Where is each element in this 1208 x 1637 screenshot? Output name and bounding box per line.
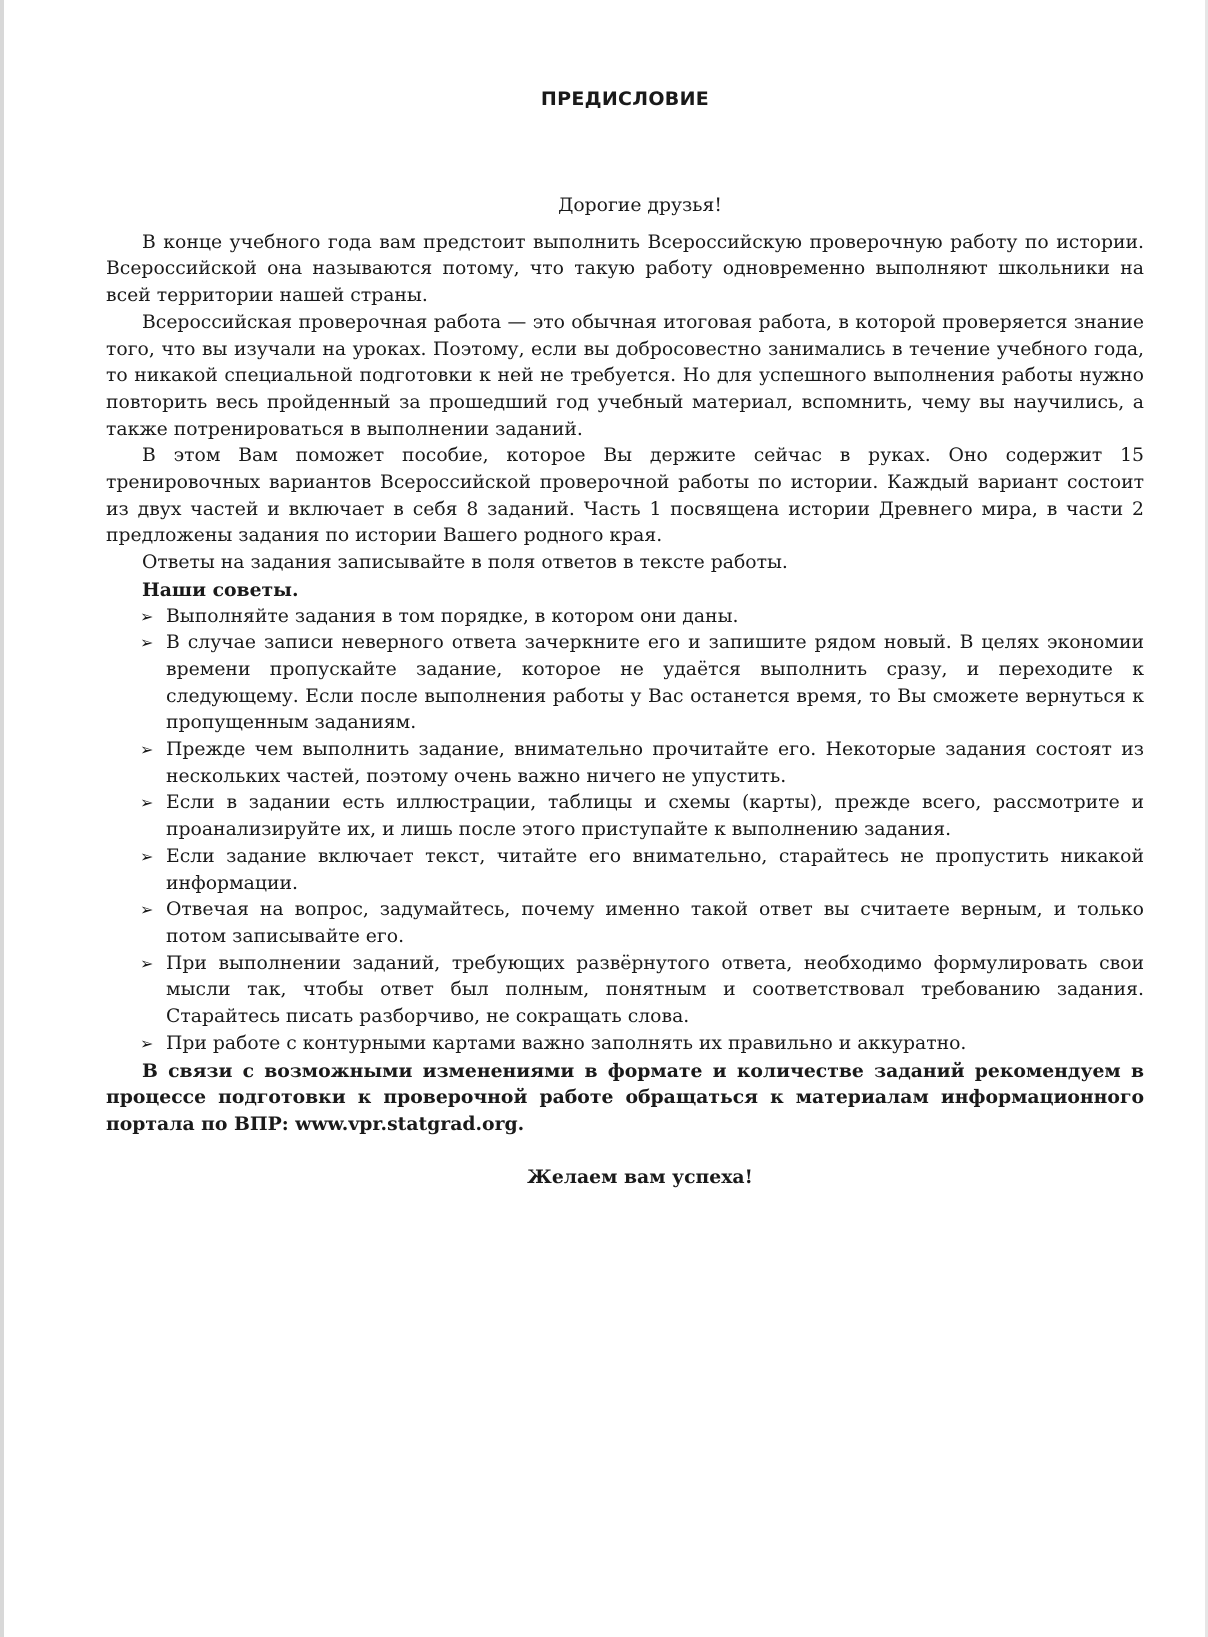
arrow-bullet-icon: ➢ <box>140 846 154 866</box>
tip-item <box>106 951 1144 1031</box>
tip-text: В случае записи неверного ответа зачеркните его и запишите рядом новый. В целях экономии времени пропускайте задание, которое не удаётся выполнить сразу, и переходите к следующему. Если после выполнения работы у Вас останется время, то Вы сможете вернуться к пропущенным заданиям. <box>166 632 1144 734</box>
arrow-bullet-icon: ➢ <box>140 606 154 626</box>
tips-list <box>106 604 1144 1058</box>
arrow-bullet-icon: ➢ <box>140 793 154 813</box>
arrow-bullet-icon: ➢ <box>140 740 154 760</box>
paragraph-intro: В конце учебного года вам предстоит выполнить Всероссийскую проверочную работу по истории. Всероссийской она называются потому, что такую работу одновременно выполняют школьники на всей территории нашей страны. <box>106 231 1144 307</box>
tip-text: Отвечая на вопрос, задумайтесь, почему именно такой ответ вы считаете верным, и только потом записывайте его. <box>166 899 1144 947</box>
paragraph-about-book: В этом Вам поможет пособие, которое Вы держите сейчас в руках. Оно содержит 15 тренировочных вариантов Всероссийской проверочной работы по истории. Каждый вариант состоит из двух частей и включает в себя 8 заданий. Часть 1 посвящена истории Древнего мира, в части 2 предложены задания по истории Вашего родного края. <box>106 445 1144 547</box>
tip-text: Если в задании есть иллюстрации, таблицы и схемы (карты), прежде всего, рассмотрите и проанализируйте их, и лишь после этого приступайте к выполнению задания. <box>166 792 1144 841</box>
closing-wish: Желаем вам успеха! <box>527 1165 753 1188</box>
tip-item <box>106 897 1144 950</box>
arrow-bullet-icon: ➢ <box>140 900 154 920</box>
paragraph-about-work: Всероссийская проверочная работа — это обычная итоговая работа, в которой проверяется знание того, что вы изучали на уроках. Поэтому, если вы добросовестно занимались в течение учебного года, то никакой специальной подготовки к ней не требуется. Но для успешного выполнения работы нужно повторить весь пройденный за прошедший год учебный материал, вспомнить, чему вы научились, а также потренироваться в выполнении заданий. <box>106 311 1144 440</box>
tip-item <box>106 737 1144 790</box>
arrow-bullet-icon: ➢ <box>140 1033 154 1053</box>
tip-text: При выполнении заданий, требующих развёрнутого ответа, необходимо формулировать свои мысли так, чтобы ответ был полным, понятным и соответствовал требованию задания. Старайтесь писать разборчиво, не сокращать слова. <box>166 952 1144 1028</box>
tip-item <box>106 630 1144 737</box>
tip-item <box>106 604 1144 631</box>
page-edge-shadow <box>0 0 4 1637</box>
tip-text: Прежде чем выполнить задание, внимательно прочитайте его. Некоторые задания состоят из нескольких частей, поэтому очень важно ничего не упустить. <box>166 739 1144 787</box>
document-body <box>106 193 1144 1190</box>
paragraph-answers: Ответы на задания записывайте в поля ответов в тексте работы. <box>142 552 788 574</box>
page-title: ПРЕДИСЛОВИЕ <box>540 88 710 110</box>
tip-text: Выполняйте задания в том порядке, в котором они даны. <box>166 605 739 627</box>
tip-text: Если задание включает текст, читайте его внимательно, старайтесь не пропустить никакой информации. <box>166 845 1144 894</box>
tip-item <box>106 844 1144 897</box>
arrow-bullet-icon: ➢ <box>140 953 154 973</box>
advice-heading: Наши советы. <box>142 578 299 601</box>
format-change-notice: В связи с возможными изменениями в формате и количестве заданий рекомендуем в процессе подготовки к проверочной работе обращаться к материалам информационного портала по ВПР: www.vpr.statgrad.org. <box>106 1059 1144 1135</box>
tip-text: При работе с контурными картами важно заполнять их правильно и аккуратно. <box>166 1032 967 1054</box>
arrow-bullet-icon: ➢ <box>140 633 154 653</box>
tip-item <box>106 790 1144 843</box>
tip-item <box>106 1031 1144 1058</box>
greeting: Дорогие друзья! <box>558 195 722 216</box>
